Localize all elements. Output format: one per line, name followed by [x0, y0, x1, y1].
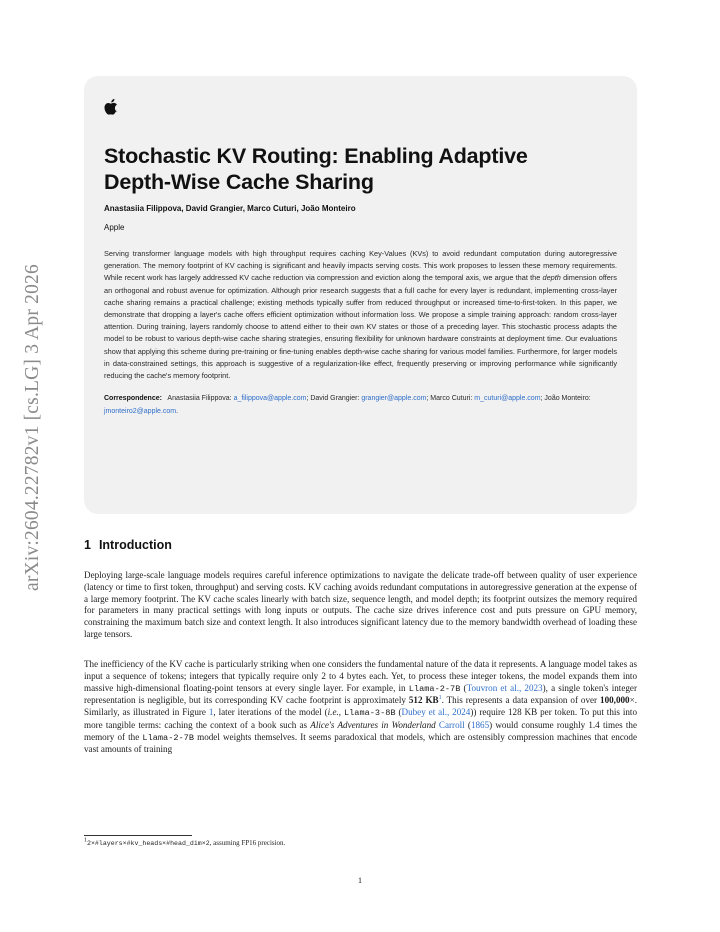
book-title: Alice's Adventures in Wonderland: [310, 719, 436, 730]
footnote-divider: [84, 835, 192, 836]
arxiv-identifier: arXiv:2604.22782v1 [cs.LG] 3 Apr 2026: [22, 264, 43, 591]
abstract-text-2: dimension offers an orthogonal and robust avenue for optimization. Although prior research suggests that a full cache for every layer is redundant, implementing cross-layer cache sharing remains a practical challenge; existing methods typically suffer from reduced throughput or increased time-to-first-token. In this paper, we demonstrate that dropping a layer's cache offers efficient optimization without information loss. We propose a simple training approach: random cross-layer attention. During training, layers randomly choose to attend either to their own KV states or those of a preceding layer. This stochastic process adapts the model to be robust to various depth-wise cache sharing strategies, ensuring flexibility for unknown hardware constraints at deployment time. Our evaluations show that applying this scheme during pre-training or fine-tuning enables depth-wise cache sharing for various model families. Furthermore, for larger models in data-constrained settings, this approach is suggestive of a regularization-like effect, frequently preserving or improving performance while significantly reducing the cache's memory footprint.: [104, 273, 617, 381]
p2-text: )) require 128 KB per token. To put this into more tangible terms: caching the context of a book such as: [84, 707, 637, 730]
paper-title: [104, 143, 617, 195]
footnote-ref[interactable]: 1: [438, 695, 442, 702]
abstract: [104, 248, 617, 382]
abstract-text-1: Serving transformer language models with high throughput requires caching Key-Values (KVs) to avoid redundant computation during autoregressive generation. The memory footprint of KV caching is significant and heavily impacts serving costs. This work proposes to lessen these memory requirements. While recent work has largely addressed KV cache reduction via compression and eviction along the temporal axis, we argue that the: [104, 249, 617, 283]
p2-text: ) would consume roughly 1.4 times the memory of the: [84, 719, 637, 742]
email-link-filippova[interactable]: a_filippova@apple.com: [233, 395, 307, 403]
section-title: Introduction: [98, 538, 172, 552]
correspondence-name-2: ; David Grangier:: [306, 395, 360, 403]
bold-value: 100,000: [600, 695, 630, 706]
abstract-emphasis: depth: [542, 273, 561, 283]
correspondence-name-4: ; João Monteiro:: [540, 395, 591, 403]
citation-link[interactable]: Carroll: [438, 719, 465, 730]
paper-header-card: [84, 76, 637, 514]
author-list: Anastasiia Filippova, David Grangier, Marco Cuturi, João Monteiro: [104, 204, 356, 213]
p2-text: , later iterations of the model (: [213, 707, 328, 717]
p2-text: ), a single token's integer representation is negligible, but its corresponding KV cache footprint is approximately: [84, 682, 637, 706]
citation-link[interactable]: Touvron et al., 2023: [466, 682, 543, 693]
email-link-cuturi[interactable]: m_cuturi@apple.com: [474, 395, 541, 403]
section-heading: [84, 538, 172, 552]
footnote: [84, 839, 285, 847]
model-name: Llama-3-8B: [343, 708, 396, 718]
bold-value: 512 KB: [408, 695, 439, 706]
affiliation: Apple: [104, 223, 125, 232]
footnote-text: , assuming FP16 precision.: [209, 839, 286, 847]
correspondence: [104, 393, 617, 418]
p2-text: ×. Similarly, as illustrated in Figure: [84, 695, 637, 717]
emphasis: i.e.: [327, 707, 339, 717]
model-name: Llama-2-7B: [142, 732, 194, 743]
footnote-formula: 2×#layers×#kv_heads×#head_dim×2: [87, 840, 210, 847]
email-link-grangier[interactable]: grangier@apple.com: [361, 395, 427, 403]
email-link-monteiro[interactable]: jmonteiro2@apple.com: [104, 407, 177, 415]
model-name: Llama-2-7B: [408, 683, 461, 694]
p2-text: . This represents a data expansion of over: [441, 695, 601, 706]
intro-paragraph-1: Deploying large-scale language models requires careful inference optimizations to navigate the delicate trade-off between quality of user experience (latency or time to first token, throughput) and serving costs. KV caching avoids redundant computations in autoregressive generation at the expense of a large memory footprint. The KV cache scales linearly with batch size, sequence length, and model depth; its footprint outsizes the memory required for parameters in many practical settings with long inputs or outputs. The cache size drives inference cost and puts pressure on GPU memory, constraining the maximum batch size and context length. It also introduces significant latency due to the memory bandwidth overhead of loading these large tensors.: [84, 570, 637, 639]
page-number: 1: [357, 875, 363, 885]
figure-link[interactable]: 1: [208, 707, 214, 717]
p2-text: The inefficiency of the KV cache is particularly striking when one considers the fundamental nature of the data it represents. A language model takes as input a sequence of tokens; integers that typically require only 2 to 4 bytes each. Yet, to process these integer tokens, the model expands them into massive high-dimensional floating-point tensors at every single layer. For example, in: [84, 659, 637, 693]
correspondence-end: .: [176, 407, 179, 415]
intro-paragraph-2: The inefficiency of the KV cache is particularly striking when one considers the fundamental nature of the data it represents. A language model takes as input a sequence of tokens; integers that typically require only 2 to 4 bytes each. Yet, to process these integer tokens, the model expands them into massive high-dimensional floating-point tensors at every single layer. For example, in Llama-2-7B (Touvron et al., 2023), a single token's integer representation is negligible, but its corresponding KV cache footprint is approximately 512 KB$^1$. This represents a data expansion of over 100,000×. Similarly, as illustrated in Figure 1, later iterations of the model (i.e., Llama-3-8B (Dubey et al., 2024)) require 128 KB per token. To put this into more tangible terms: caching the context of a book such as Alice's Adventures in Wonderland Carroll (1865) would consume roughly 1.4 times the memory of the Llama-2-7B model weights themselves. It seems paradoxical that models, which are ostensibly compression machines that encode vast amounts of training: [84, 659, 637, 755]
p2-text: ,: [338, 707, 344, 717]
citation-link[interactable]: 1865: [470, 719, 490, 730]
p2-text: model weights themselves. It seems paradoxical that models, which are ostensibly compression machines that encode vast amounts of training: [84, 731, 637, 755]
correspondence-name-1: Anastasiia Filippova:: [167, 395, 232, 403]
title-line-1: Stochastic KV Routing: Enabling Adaptive: [104, 144, 528, 168]
footnote-mark: 1: [84, 837, 87, 844]
correspondence-name-3: ; Marco Cuturi:: [426, 395, 473, 403]
apple-logo-icon: [104, 98, 118, 115]
correspondence-label: Correspondence:: [104, 395, 162, 403]
title-line-2: Depth-Wise Cache Sharing: [104, 170, 374, 194]
section-number: 1: [84, 538, 91, 552]
citation-link[interactable]: Dubey et al., 2024: [401, 707, 471, 717]
